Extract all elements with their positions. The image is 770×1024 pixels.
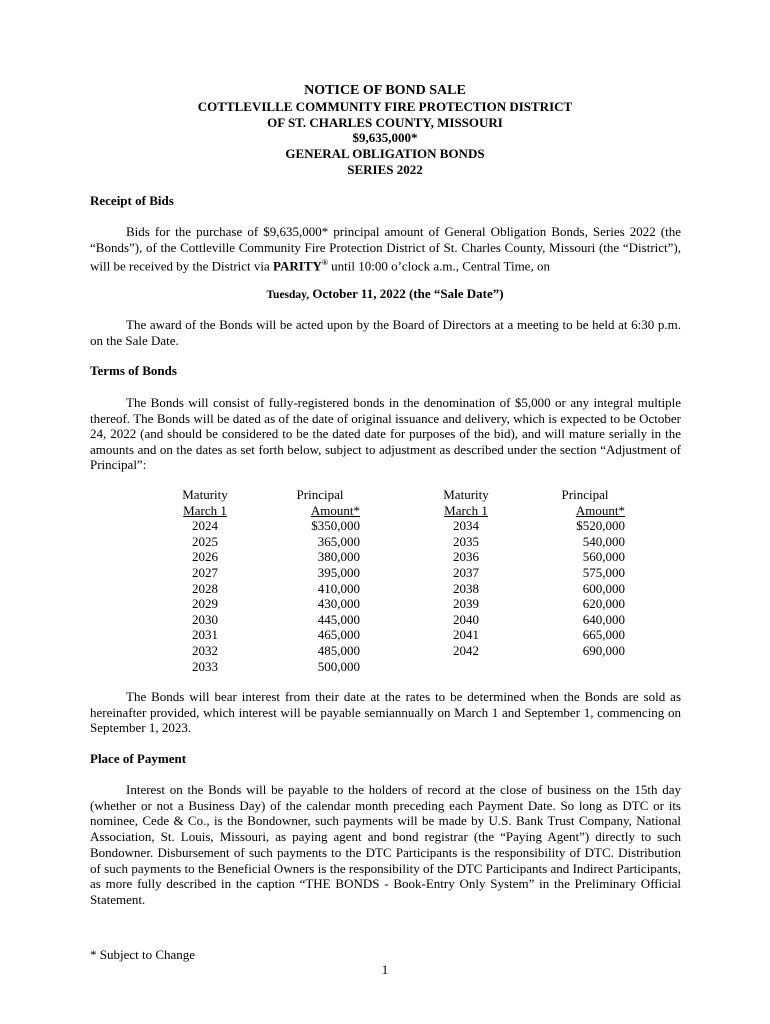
amount-column-left xyxy=(280,487,360,674)
award-text: The award of the Bonds will be acted upon by the Board of Directors at a meeting to be held at 6:30 p.m. on the Sale Date. xyxy=(90,317,681,348)
maturity-year-2038: 2038 xyxy=(453,580,479,596)
maturity-year-2030: 2030 xyxy=(192,611,218,627)
sale-date-line xyxy=(0,286,770,302)
parity-label: PARITY xyxy=(273,258,322,274)
principal-amount-2035: 540,000 xyxy=(582,533,625,549)
principal-amount-2031: 465,000 xyxy=(317,627,360,643)
page-number: 1 xyxy=(381,962,389,977)
principal-amount-2024: $350,000 xyxy=(311,518,360,534)
principal-amount-2037: 575,000 xyxy=(582,564,625,580)
receipt-paragraph xyxy=(90,224,681,274)
award-paragraph xyxy=(90,317,681,348)
terms-paragraph xyxy=(90,395,681,473)
principal-amount-2028: 410,000 xyxy=(317,580,360,596)
principal-amount-2042: 690,000 xyxy=(582,642,625,658)
maturity-year-2041: 2041 xyxy=(453,627,479,643)
sale-day: Tuesday, xyxy=(266,289,310,301)
maturity-year-2033: 2033 xyxy=(192,658,218,674)
receipt-text-a: Bids for the purchase of $9,635,000* principal amount of General Obligation Bonds, Series 2022 (the “Bonds”), of the Cottleville Community Fire Protection District of St. Charles County, Missouri (the “District”), will be received by the District via xyxy=(90,224,681,274)
maturity-column-left xyxy=(180,487,230,674)
district-county: OF ST. CHARLES COUNTY, MISSOURI xyxy=(267,114,503,130)
receipt-text-b: until 10:00 o’clock a.m., Central Time, on xyxy=(327,258,550,274)
principal-amount-2026: 380,000 xyxy=(317,549,360,565)
principal-amount-2027: 395,000 xyxy=(317,564,360,580)
maturity-year-2027: 2027 xyxy=(192,564,218,580)
sale-date: October 11, 2022 (the “Sale Date”) xyxy=(309,286,504,301)
terms-text: The Bonds will consist of fully-registered bonds in the denomination of $5,000 or any integral multiple thereof. The Bonds will be dated as of the date of original issuance and delivery, which is expected to be October 24, 2022 (and should be considered to be the dated date for purposes of the bid), and will mature serially in the amounts and on the dates as set forth below, subject to adjustment as described under the section “Adjustment of Principal”: xyxy=(90,395,681,473)
maturity-year-2040: 2040 xyxy=(453,611,479,627)
registered-mark: ® xyxy=(321,258,328,268)
maturity-year-2034: 2034 xyxy=(453,518,479,534)
principal-amount-2036: 560,000 xyxy=(582,549,625,565)
maturity-column-right xyxy=(440,487,492,659)
maturity-year-2037: 2037 xyxy=(453,564,479,580)
maturity-subheader: March 1 xyxy=(183,502,227,518)
receipt-heading: Receipt of Bids xyxy=(90,193,174,208)
district-name: COTTLEVILLE COMMUNITY FIRE PROTECTION DISTRICT xyxy=(197,98,573,114)
maturity-header: Maturity xyxy=(443,487,489,502)
bond-type: GENERAL OBLIGATION BONDS xyxy=(285,146,485,162)
principal-amount-2030: 445,000 xyxy=(317,611,360,627)
payment-text: Interest on the Bonds will be payable to the holders of record at the close of business on the 15th day (whether or not a Business Day) of the calendar month preceding each Payment Date. So long as DTC or its nominee, Cede & Co., is the Bondowner, such payments will be made by U.S. Bank Trust Company, National Association, St. Louis, Missouri, as paying agent and bond registrar (the “Paying Agent”) directly to such Bondowner. Disbursement of such payments to the DTC Participants is the responsibility of DTC. Distribution of such payments to the Beneficial Owners is the responsibility of the DTC Participants and Indirect Participants, as more fully described in the caption “THE BONDS - Book-Entry Only System” in the Preliminary Official Statement. xyxy=(90,782,681,907)
maturity-year-2031: 2031 xyxy=(192,627,218,643)
principal-amount-2029: 430,000 xyxy=(317,596,360,612)
maturity-year-2025: 2025 xyxy=(192,533,218,549)
amount-column-right xyxy=(545,487,625,659)
maturity-year-2028: 2028 xyxy=(192,580,218,596)
principal-amount-2034: $520,000 xyxy=(576,518,625,534)
maturity-year-2036: 2036 xyxy=(453,549,479,565)
principal-header: Principal xyxy=(561,487,609,502)
maturity-year-2024: 2024 xyxy=(192,518,218,534)
notice-title: NOTICE OF BOND SALE xyxy=(304,83,466,98)
principal-amount-2032: 485,000 xyxy=(317,642,360,658)
principal-amount-2041: 665,000 xyxy=(582,627,625,643)
interest-text: The Bonds will bear interest from their date at the rates to be determined when the Bonds are sold as hereinafter provided, which interest will be payable semiannually on March 1 and September 1, commencing on September 1, 2023. xyxy=(90,689,681,736)
principal-header: Principal xyxy=(296,487,344,502)
maturity-year-2035: 2035 xyxy=(453,533,479,549)
principal-amount-2039: 620,000 xyxy=(582,596,625,612)
notice-header xyxy=(0,83,770,178)
terms-heading: Terms of Bonds xyxy=(90,363,177,378)
principal-amount-2040: 640,000 xyxy=(582,611,625,627)
maturity-year-2042: 2042 xyxy=(453,642,479,658)
maturity-subheader: March 1 xyxy=(444,502,488,518)
maturity-year-2032: 2032 xyxy=(192,642,218,658)
footnote: * Subject to Change xyxy=(90,947,196,962)
bond-amount: $9,635,000* xyxy=(352,130,418,146)
principal-subheader: Amount* xyxy=(310,502,360,518)
maturity-header: Maturity xyxy=(182,487,228,502)
bond-series: SERIES 2022 xyxy=(347,161,423,177)
maturity-year-2039: 2039 xyxy=(453,596,479,612)
maturity-year-2026: 2026 xyxy=(192,549,218,565)
interest-paragraph xyxy=(90,689,681,736)
maturity-year-2029: 2029 xyxy=(192,596,218,612)
payment-heading: Place of Payment xyxy=(90,751,187,766)
principal-amount-2033: 500,000 xyxy=(317,658,360,674)
payment-paragraph xyxy=(90,782,681,908)
principal-subheader: Amount* xyxy=(575,502,625,518)
principal-amount-2025: 365,000 xyxy=(317,533,360,549)
principal-amount-2038: 600,000 xyxy=(582,580,625,596)
